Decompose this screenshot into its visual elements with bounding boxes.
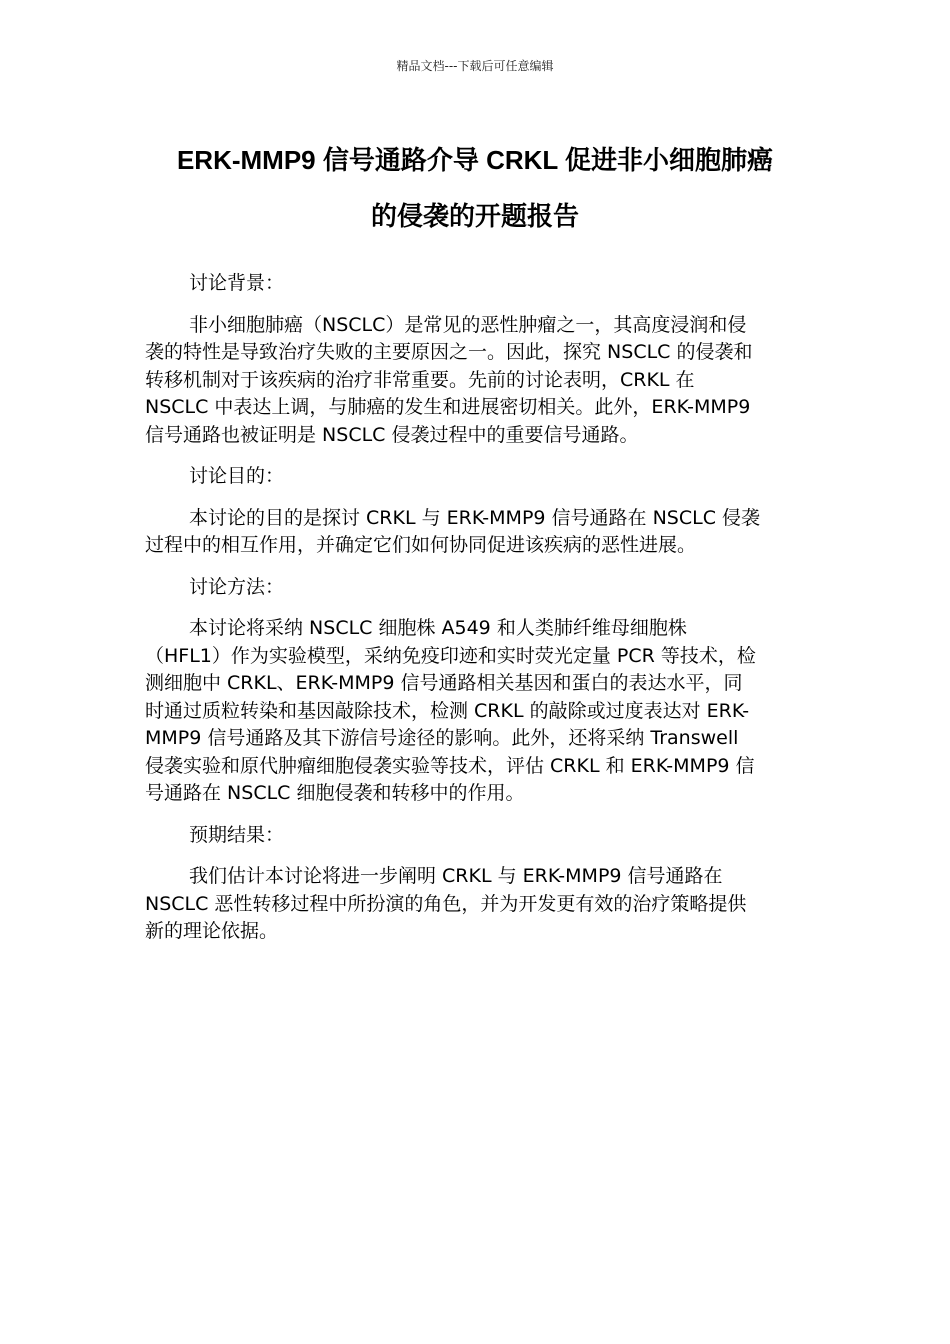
section-heading-results: 预期结果： xyxy=(189,823,285,846)
header-note: 精品文档---下载后可任意编辑 xyxy=(396,59,554,73)
document-body xyxy=(145,270,813,960)
title-line-2: 的侵袭的开题报告 xyxy=(370,201,579,231)
section-body-background: 非小细胞肺癌（NSCLC）是常见的恶性肿瘤之一，其高度浸润和侵 袭的特性是导致治疗失败的主要原因之一。因此，探究 NSCLC 的侵袭和 转移机制对于该疾病的治疗非常重要。先前的讨论表明，CRKL 在 NSCLC 中表达上调，与肺癌的发生和进展密切相关。此外，ERK-MMP9 信号通路也被证明是 NSCLC 侵袭过程中的重要信号通路。 xyxy=(145,313,753,446)
section-body-methods: 本讨论将采纳 NSCLC 细胞株 A549 和人类肺纤维母细胞株 （HFL1）作为实验模型，采纳免疫印迹和实时荧光定量 PCR 等技术，检 测细胞中 CRKL、ERK-MMP9 信号通路相关基因和蛋白的表达水平，同 时通过质粒转染和基因敲除技术，检测 CRKL 的敲除或过度表达对 ERK- MMP9 信号通路及其下游信号途径的影响。此外，还将采纳 Transwell 侵袭实验和原代肿瘤细胞侵袭实验等技术，评估 CRKL 和 ERK-MMP9 信 号通路在 NSCLC 细胞侵袭和转移中的作用。 xyxy=(145,617,756,804)
section-heading-purpose: 讨论目的： xyxy=(189,465,285,487)
section-heading-background: 讨论背景： xyxy=(189,272,285,294)
section-body-purpose: 本讨论的目的是探讨 CRKL 与 ERK-MMP9 信号通路在 NSCLC 侵袭 过程中的相互作用，并确定它们如何协同促进该疾病的恶性进展。 xyxy=(145,506,761,556)
document-title xyxy=(120,132,830,244)
section-body-results: 我们估计本讨论将进一步阐明 CRKL 与 ERK-MMP9 信号通路在 NSCLC 恶性转移过程中所扮演的角色，并为开发更有效的治疗策略提供 新的理论依据。 xyxy=(145,865,747,942)
title-line-1: ERK-MMP9 信号通路介导 CRKL 促进非小细胞肺癌 xyxy=(176,145,774,175)
section-heading-methods: 讨论方法： xyxy=(189,575,285,598)
